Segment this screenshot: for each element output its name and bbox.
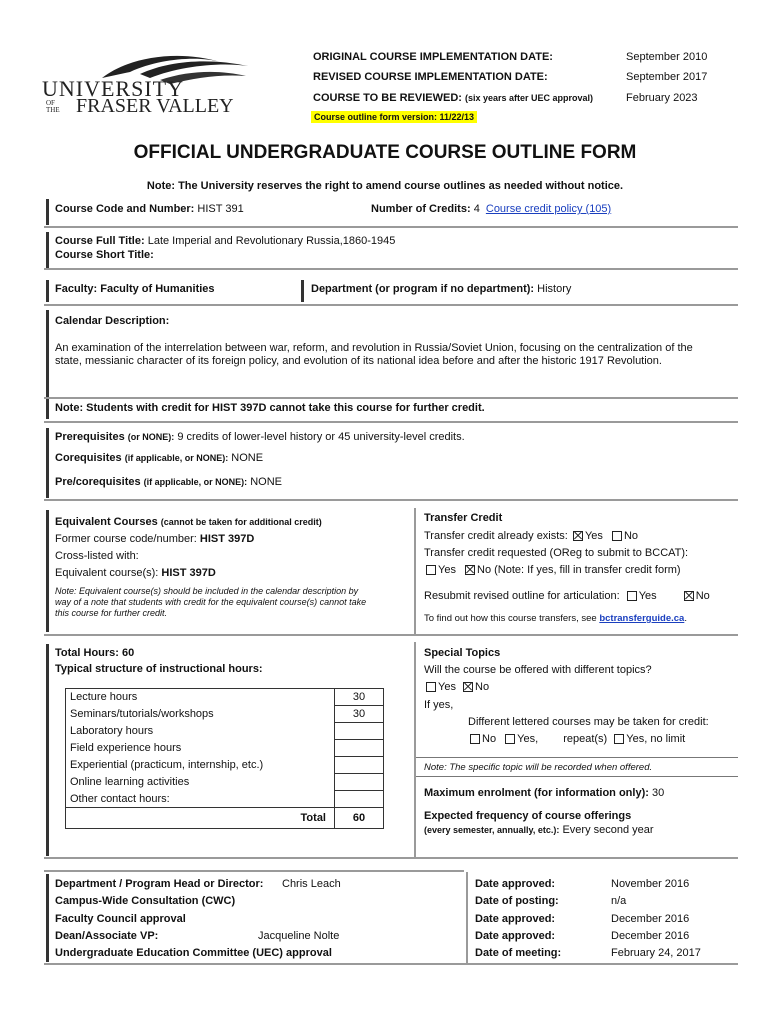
former-code-label: Former course code/number: (55, 533, 197, 545)
hours-row-label: Lecture hours (66, 689, 335, 706)
transfer-exists-yes-checkbox[interactable] (573, 531, 583, 541)
approval-label: Dean/Associate VP: (55, 930, 159, 942)
special-topics-question: Will the course be offered with different topics? (424, 664, 652, 676)
resubmit-no-checkbox[interactable] (684, 591, 694, 601)
approval-label: Undergraduate Education Committee (UEC) approval (55, 947, 332, 959)
max-enrolment-label: Maximum enrolment (for information only): (424, 787, 649, 799)
lettered-courses-label: Different lettered courses may be taken for credit: (468, 716, 709, 728)
equivalent-note-2: way of a note that students with credit for the equivalent course(s) cannot take (55, 597, 367, 607)
approval-date: November 2016 (611, 878, 690, 890)
prereq-label: Prerequisites (55, 431, 125, 443)
review-date-label: COURSE TO BE REVIEWED: (313, 92, 462, 104)
equivalent-course-label: Equivalent course(s): (55, 567, 159, 579)
lettered-nolimit-checkbox[interactable] (614, 734, 624, 744)
hours-total-value: 60 (335, 808, 384, 829)
hours-row-label: Field experience hours (66, 740, 335, 757)
lettered-yes-checkbox[interactable] (505, 734, 515, 744)
precoreq-sub: (if applicable, or NONE): (143, 477, 248, 487)
approval-name: Chris Leach (282, 878, 341, 890)
review-date-row (313, 92, 593, 104)
special-topics-label: Special Topics (424, 647, 501, 659)
calendar-label: Calendar Description: (55, 315, 170, 327)
coreq-label: Corequisites (55, 452, 122, 464)
row-marker (46, 510, 49, 632)
transfer-requested-note: (Note: If yes, fill in transfer credit form) (494, 564, 681, 576)
transfer-find-label: To find out how this course transfers, see (424, 613, 597, 624)
cross-listed-label: Cross-listed with: (55, 550, 139, 562)
original-date-value: September 2010 (626, 51, 708, 63)
page-title: OFFICIAL UNDERGRADUATE COURSE OUTLINE FORM (133, 142, 637, 163)
no-label: No (475, 681, 490, 693)
table-row (66, 689, 384, 706)
hours-row-value (335, 757, 384, 774)
row-marker (46, 310, 49, 398)
hours-row-value (335, 740, 384, 757)
no-label: No (482, 733, 497, 745)
approval-date: December 2016 (611, 913, 690, 925)
equivalent-note (55, 586, 366, 619)
hours-row-label: Experiential (practicum, internship, etc.) (66, 757, 335, 774)
no-label: No (623, 530, 639, 542)
hours-total-label: Total (66, 808, 335, 829)
divider (416, 757, 738, 758)
equivalent-note-3: this course for further credit. (55, 608, 168, 618)
resubmit-label: Resubmit revised outline for articulation: (424, 590, 620, 602)
approval-date-label: Date approved: (475, 913, 556, 925)
structure-label: Typical structure of instructional hours: (55, 663, 263, 675)
row-marker (46, 874, 49, 962)
total-hours-label: Total Hours: 60 (55, 647, 135, 659)
approval-label: Department / Program Head or Director: (55, 878, 264, 890)
calendar-line-1: An examination of the interrelation between war, reform, and revolution in Russia/Soviet Union, focusing on the centralization of the (55, 342, 693, 354)
yes-label: Yes (638, 590, 657, 602)
equivalent-course-row (55, 567, 216, 579)
hours-row-value (335, 723, 384, 740)
table-row (66, 706, 384, 723)
form-version: Course outline form version: 11/22/13 (311, 111, 477, 123)
full-title-label: Course Full Title: (55, 235, 145, 247)
logo-fraser-valley: FRASER VALLEY (76, 95, 234, 117)
equivalent-sub: (cannot be taken for additional credit) (160, 517, 322, 527)
coreq-value: NONE (231, 452, 264, 464)
divider (44, 963, 738, 965)
transfer-exists-no-checkbox[interactable] (612, 531, 622, 541)
ufv-logo (38, 48, 253, 123)
transfer-find-row (424, 613, 687, 624)
table-row (66, 723, 384, 740)
prerequisites-row (55, 431, 465, 443)
calendar-line-2: state, messianic character of its foreign policy, and evolution of its national idea before and after the historic 1917 Revolution. (55, 355, 662, 367)
special-topics-options (424, 681, 489, 693)
row-marker (46, 199, 49, 225)
max-enrolment-row (424, 787, 664, 799)
precoreq-label: Pre/corequisites (55, 476, 141, 488)
frequency-sub: (every semester, annually, etc.): (424, 825, 560, 835)
hours-row-value: 30 (335, 689, 384, 706)
resubmit-yes-checkbox[interactable] (627, 591, 637, 601)
equivalent-note-1: Note: Equivalent course(s) should be included in the calendar description by (55, 586, 359, 596)
bctransferguide-link[interactable]: bctransferguide.ca (599, 613, 685, 624)
divider (44, 226, 738, 228)
yes-label: Yes, (517, 733, 539, 745)
table-row (66, 774, 384, 791)
transfer-exists-label: Transfer credit already exists: (424, 530, 568, 542)
approval-date-label: Date of posting: (475, 895, 559, 907)
hours-row-label: Other contact hours: (66, 791, 335, 808)
prereq-sub: (or NONE): (127, 432, 175, 442)
max-enrolment-value: 30 (651, 787, 665, 799)
table-row (66, 757, 384, 774)
divider (44, 634, 738, 636)
no-label: No (477, 564, 492, 576)
approval-date-label: Date approved: (475, 930, 556, 942)
frequency-value: Every second year (562, 824, 654, 836)
full-title-value: Late Imperial and Revolutionary Russia,1860-1945 (147, 235, 396, 247)
hours-row-value (335, 774, 384, 791)
special-note: Note: The specific topic will be recorded when offered. (424, 762, 653, 773)
equivalent-course-value: HIST 397D (161, 567, 216, 579)
hours-row-label: Seminars/tutorials/workshops (66, 706, 335, 723)
course-code-row (55, 203, 244, 215)
disclaimer-note: Note: The University reserves the right to amend course outlines as needed without notice. (146, 180, 624, 192)
row-marker (301, 280, 304, 302)
transfer-requested-yes-checkbox[interactable] (426, 565, 436, 575)
yes-label: Yes (438, 681, 456, 693)
calendar-note: Note: Students with credit for HIST 397D cannot take this course for further credit. (55, 402, 485, 414)
logo-of-the: OF THE (46, 99, 60, 114)
transfer-label: Transfer Credit (424, 512, 503, 524)
row-marker (46, 428, 49, 498)
divider (44, 499, 738, 501)
review-date-sub: (six years after UEC approval) (465, 93, 594, 103)
credits-row (371, 203, 611, 215)
transfer-requested-row (424, 564, 681, 576)
row-marker (46, 644, 49, 856)
former-code-value: HIST 397D (199, 533, 255, 545)
course-code-value: HIST 391 (197, 203, 244, 215)
approval-date-label: Date of meeting: (475, 947, 562, 959)
hours-row-label: Online learning activities (66, 774, 335, 791)
transfer-exists-row (424, 530, 638, 542)
coreq-sub: (if applicable, or NONE): (124, 453, 229, 463)
table-row (66, 740, 384, 757)
table-row (66, 808, 384, 829)
transfer-requested-no-checkbox[interactable] (465, 565, 475, 575)
special-ifyes: If yes, (424, 699, 454, 711)
former-code-row (55, 533, 254, 545)
frequency-label: Expected frequency of course offerings (424, 810, 632, 822)
divider (44, 857, 738, 859)
row-marker (46, 399, 49, 419)
original-date-label: ORIGINAL COURSE IMPLEMENTATION DATE: (313, 51, 553, 63)
lettered-options (468, 733, 685, 745)
column-divider (414, 508, 416, 634)
faculty-label: Faculty: Faculty of Humanities (55, 283, 215, 295)
hours-table (65, 688, 384, 829)
yes-label: Yes (584, 530, 603, 542)
department-value: History (537, 283, 572, 295)
prereq-value: 9 credits of lower-level history or 45 university-level credits. (177, 431, 465, 443)
approval-label: Campus-Wide Consultation (CWC) (55, 895, 236, 907)
revised-date-label: REVISED COURSE IMPLEMENTATION DATE: (313, 71, 548, 83)
department-row (311, 283, 571, 295)
lettered-no-checkbox[interactable] (470, 734, 480, 744)
precoreq-value: NONE (250, 476, 283, 488)
logo-university: UNIVERSITY (42, 76, 184, 101)
short-title-label: Course Short Title: (55, 249, 154, 261)
approval-date: December 2016 (611, 930, 690, 942)
table-row (66, 791, 384, 808)
equivalent-label: Equivalent Courses (55, 516, 158, 528)
divider (44, 268, 738, 270)
special-no-checkbox[interactable] (463, 682, 473, 692)
special-yes-checkbox[interactable] (426, 682, 436, 692)
period: . (684, 613, 687, 624)
approval-date: February 24, 2017 (611, 947, 701, 959)
full-title-row (55, 235, 395, 247)
approval-label: Faculty Council approval (55, 913, 186, 925)
divider (44, 870, 464, 872)
row-marker (46, 280, 49, 302)
course-code-label: Course Code and Number: (55, 203, 195, 215)
approval-date-label: Date approved: (475, 878, 556, 890)
resubmit-row (424, 590, 710, 602)
divider (416, 776, 738, 777)
credits-label: Number of Credits: (371, 203, 471, 215)
divider (44, 397, 738, 399)
nolimit-label: Yes, no limit (626, 733, 686, 745)
column-divider (414, 642, 416, 858)
equivalent-heading (55, 516, 322, 528)
divider (44, 304, 738, 306)
approval-date: n/a (611, 895, 627, 907)
corequisites-row (55, 452, 263, 464)
divider (44, 421, 738, 423)
frequency-row (424, 824, 654, 836)
approval-name: Jacqueline Nolte (258, 930, 340, 942)
no-label: No (695, 590, 710, 602)
hours-row-value: 30 (335, 706, 384, 723)
review-date-value: February 2023 (626, 92, 698, 104)
credit-policy-link[interactable]: Course credit policy (105) (485, 203, 612, 215)
yes-label: Yes (438, 564, 456, 576)
repeat-label: repeat(s) (563, 733, 608, 745)
column-divider (466, 872, 468, 964)
row-marker (46, 232, 49, 268)
department-label: Department (or program if no department): (311, 283, 535, 295)
revised-date-value: September 2017 (626, 71, 708, 83)
transfer-requested-label: Transfer credit requested (OReg to submit to BCCAT): (424, 547, 689, 559)
credits-value: 4 (473, 203, 480, 215)
hours-row-label: Laboratory hours (66, 723, 335, 740)
hours-row-value (335, 791, 384, 808)
precoreq-row (55, 476, 282, 488)
